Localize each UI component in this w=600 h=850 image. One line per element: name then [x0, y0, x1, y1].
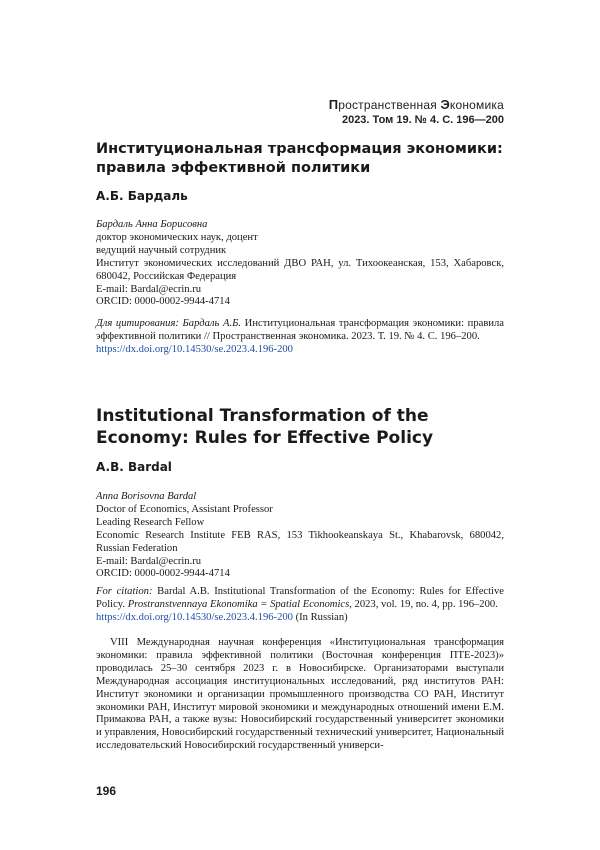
author-ru: А.Б. Бардаль	[96, 189, 188, 203]
citation-en	[96, 586, 504, 625]
author-affiliation-en: Economic Research Institute FEB RAS, 153 Tikhookeanskaya St., Khabarovsk, 680042, Russian Federation	[96, 529, 504, 554]
citation-text-en-1: Bardal A.B. Institutional Transformation of the Economy: Rules for Effective Policy.	[96, 586, 504, 610]
citation-label-en: For citation:	[96, 586, 153, 597]
journal-issue: 2023. Том 19. № 4. С. 196—200	[341, 114, 504, 126]
author-affiliation-ru: Институт экономических исследований ДВО РАН, ул. Тихоокеанская, 153, Хабаровск, 680042, Российская Федерация	[96, 257, 504, 282]
doi-link-en[interactable]: https://dx.doi.org/10.14530/se.2023.4.196-200	[96, 611, 293, 623]
title-ru: Институциональная трансформация экономики: правила эффективной политики	[96, 141, 503, 176]
author-en: A.B. Bardal	[96, 460, 172, 474]
author-info-ru	[96, 219, 504, 309]
page-number: 196	[96, 784, 117, 798]
author-position-ru: ведущий научный сотрудник	[96, 244, 227, 256]
doi-link-ru[interactable]: https://dx.doi.org/10.14530/se.2023.4.196-200	[96, 343, 293, 355]
author-info-en	[96, 491, 504, 581]
author-degree-en: Doctor of Economics, Assistant Professor	[96, 503, 273, 515]
citation-text-en-2: , 2023, vol. 19, no. 4, pp. 196–200.	[349, 598, 498, 610]
journal-name: Пространственная Экономика	[328, 97, 504, 112]
author-full-name-ru: Бардаль Анна Борисовна	[96, 219, 208, 230]
author-degree-ru: доктор экономических наук, доцент	[96, 231, 258, 243]
body-paragraph: VIII Международная научная конференция «Институциональная трансформация экономики: правила эффективной политики (Восточная конференция ПТЕ-2023)» проводилась 25–30 сентября 2023 г. в Новосибирске. Организаторами выступали Международная ассоциация институциональных исследований, ряд институтов РАН: Институт экономики и организации промышленного производства СО РАН, Институт экономики РАН, Институт мировой экономики и международных отношений имени Е.М. Примакова РАН, а также вузы: Новосибирский государственный университет экономики и управления, Новосибирский государственный технический университет, Национальный исследовательский Новосибирский государственный универси-	[96, 637, 505, 752]
citation-ru	[96, 318, 504, 357]
journal-header	[329, 97, 504, 126]
author-email-ru: E-mail: Bardal@ecrin.ru	[96, 283, 202, 295]
author-orcid-ru: ORCID: 0000-0002-9944-4714	[96, 296, 230, 308]
author-email-en: E-mail: Bardal@ecrin.ru	[96, 555, 202, 567]
title-en: Institutional Transformation of the Economy: Rules for Effective Policy	[96, 406, 434, 448]
citation-text-ru: Институциональная трансформация экономики: правила эффективной политики // Пространственная экономика. 2023. Т. 19. № 4. С. 196–200.	[96, 318, 504, 342]
citation-journal-en: Prostranstvennaya Ekonomika = Spatial Economics	[127, 598, 350, 610]
citation-lang-note: (In Russian)	[292, 611, 348, 623]
author-orcid-en: ORCID: 0000-0002-9944-4714	[96, 568, 230, 580]
author-position-en: Leading Research Fellow	[96, 516, 205, 528]
citation-label-ru: Для цитирования: Бардаль А.Б.	[96, 318, 242, 329]
author-full-name-en: Anna Borisovna Bardal	[96, 491, 197, 502]
